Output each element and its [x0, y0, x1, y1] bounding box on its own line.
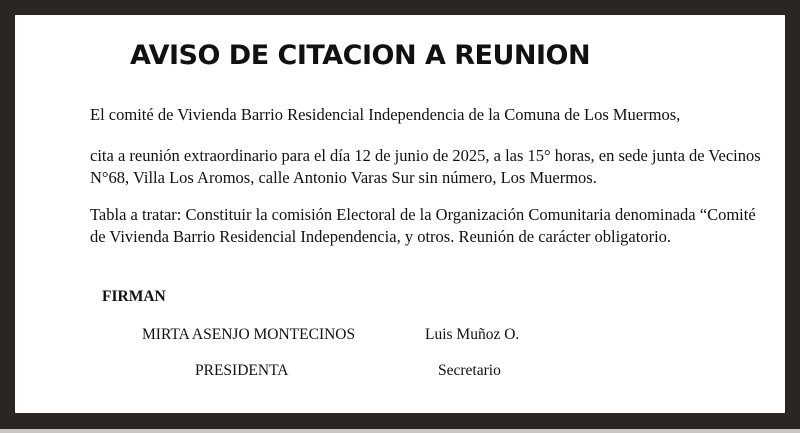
notice-paper — [15, 15, 785, 413]
signatory-secretary-name: Luis Muñoz O. — [425, 326, 520, 343]
signatory-president-name: MIRTA ASENJO MONTECINOS — [142, 326, 356, 343]
notice-paragraph-intro: El comité de Vivienda Barrio Residencial Independencia de la Comuna de Los Muermos, — [90, 105, 681, 124]
signatory-president-role: PRESIDENTA — [195, 362, 289, 379]
signatures-heading: FIRMAN — [102, 288, 166, 305]
notice-title: AVISO DE CITACION A REUNION — [130, 40, 591, 71]
signatory-secretary-role: Secretario — [438, 362, 501, 379]
notice-paragraph-agenda: Tabla a tratar: Constituir la comisión Electoral de la Organización Comunitaria denominada “Comité de Vivienda Barrio Residencial Independencia, y otros. Reunión de carácter obligatorio. — [90, 205, 756, 246]
notice-paragraph-meeting-details: cita a reunión extraordinario para el día 12 de junio de 2025, a las 15° horas, en sede junta de Vecinos N°68, Villa Los Aromos, calle Antonio Varas Sur sin número, Los Muermos. — [90, 146, 761, 187]
